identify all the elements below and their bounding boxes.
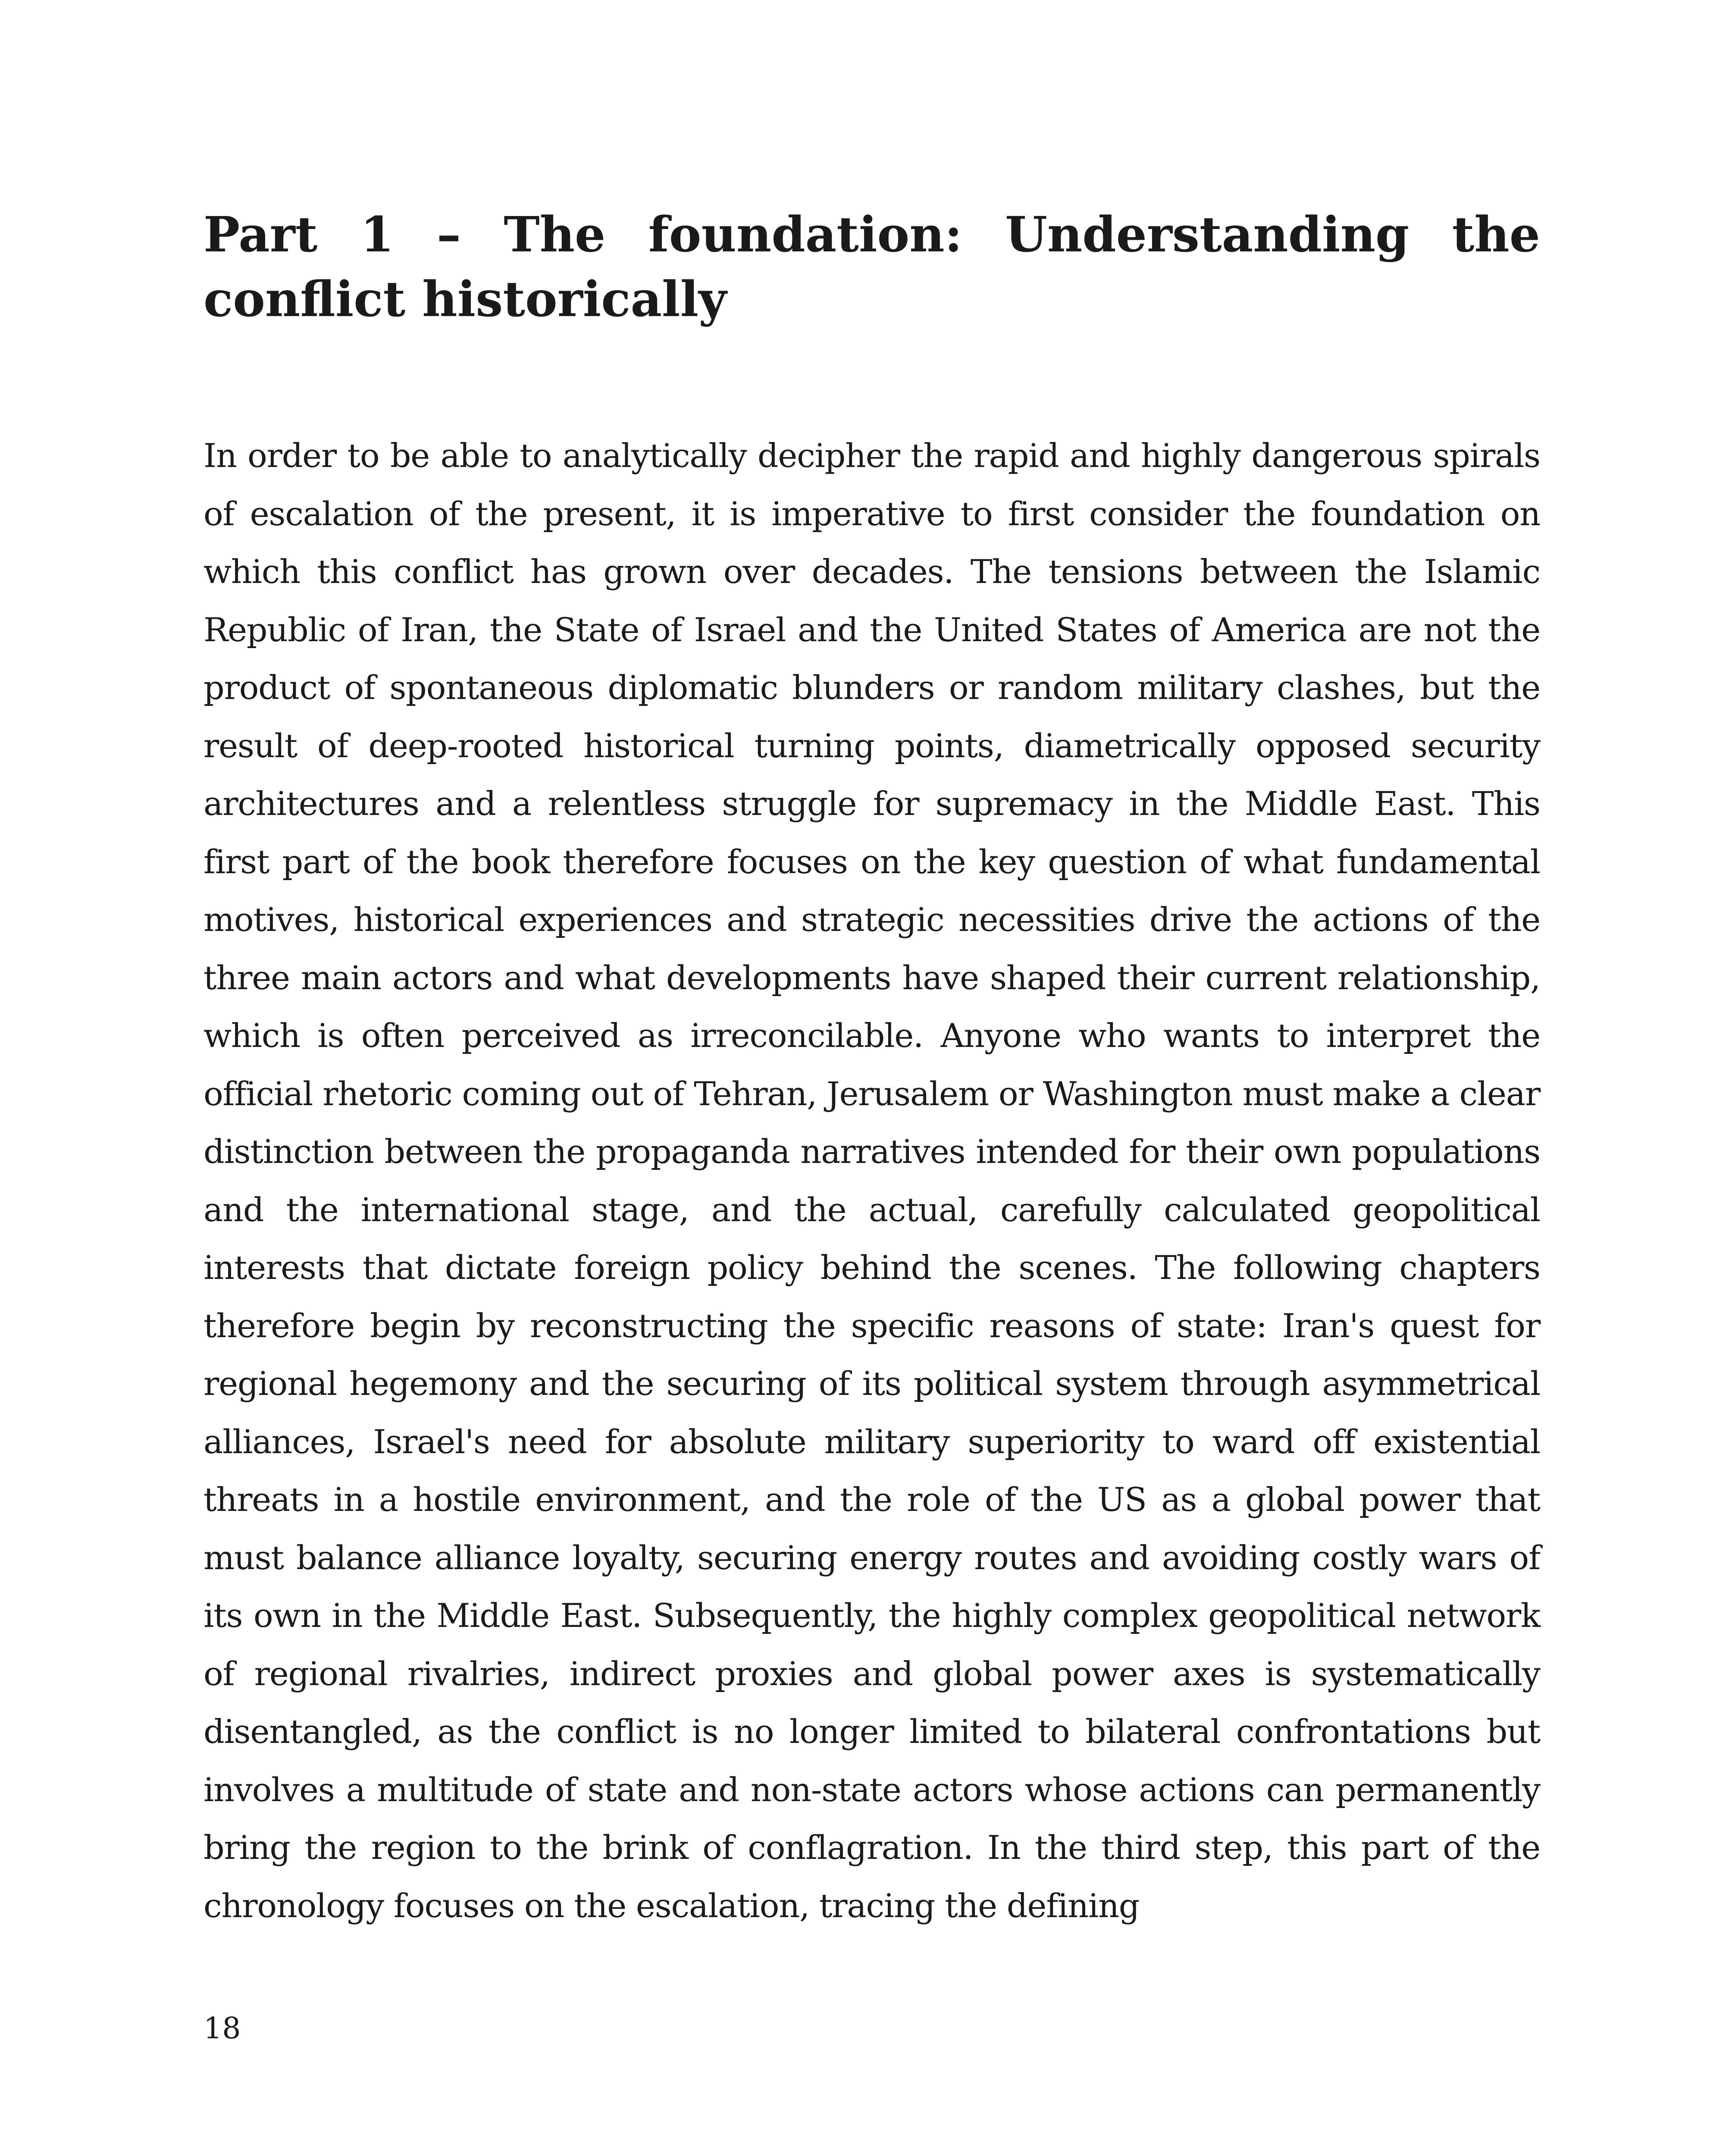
page-number: 18 xyxy=(204,2012,241,2046)
body-paragraph: In order to be able to analytically decipher the rapid and highly dangerous spirals of escalation of the present, it is imperative to first consider the foundation on which this conflict has grown over decades. The tensions between the Islamic Republic of Iran, the State of Israel and the United States of America are not the product of spontaneous diplomatic blunders or random military clashes, but the result of deep-rooted historical turning points, diametrically opposed security architectures and a relentless struggle for supremacy in the Middle East. This first part of the book therefore focuses on the key question of what fundamental motives, historical experiences and strategic necessities drive the actions of the three main actors and what developments have shaped their current relationship, which is often perceived as irreconcilable. Anyone who wants to interpret the official rhetoric coming out of Tehran, Jerusalem or Washington must make a clear distinction between the propaganda narratives intended for their own populations and the international stage, and the actual, carefully calculated geopolitical interests that dictate foreign policy behind the scenes. The following chapters therefore begin by reconstructing the specific reasons of state: Iran's quest for regional hegemony and the securing of its political system through asymmetrical alliances, Israel's need for absolute military superiority to ward off existential threats in a hostile environment, and the role of the US as a global power that must balance alliance loyalty, securing energy routes and avoiding costly wars of its own in the Middle East. Subsequently, the highly complex geopolitical network of regional rivalries, indirect proxies and global power axes is systematically disentangled, as the conflict is no longer limited to bilateral confrontations but involves a multitude of state and non-state actors whose actions can permanently bring the region to the brink of conflagration. In the third step, this part of the chronology focuses on the escalation, tracing the defining xyxy=(204,436,1540,1925)
chapter-title: Part 1 – The foundation: Understanding the conflict historically xyxy=(204,207,1540,328)
